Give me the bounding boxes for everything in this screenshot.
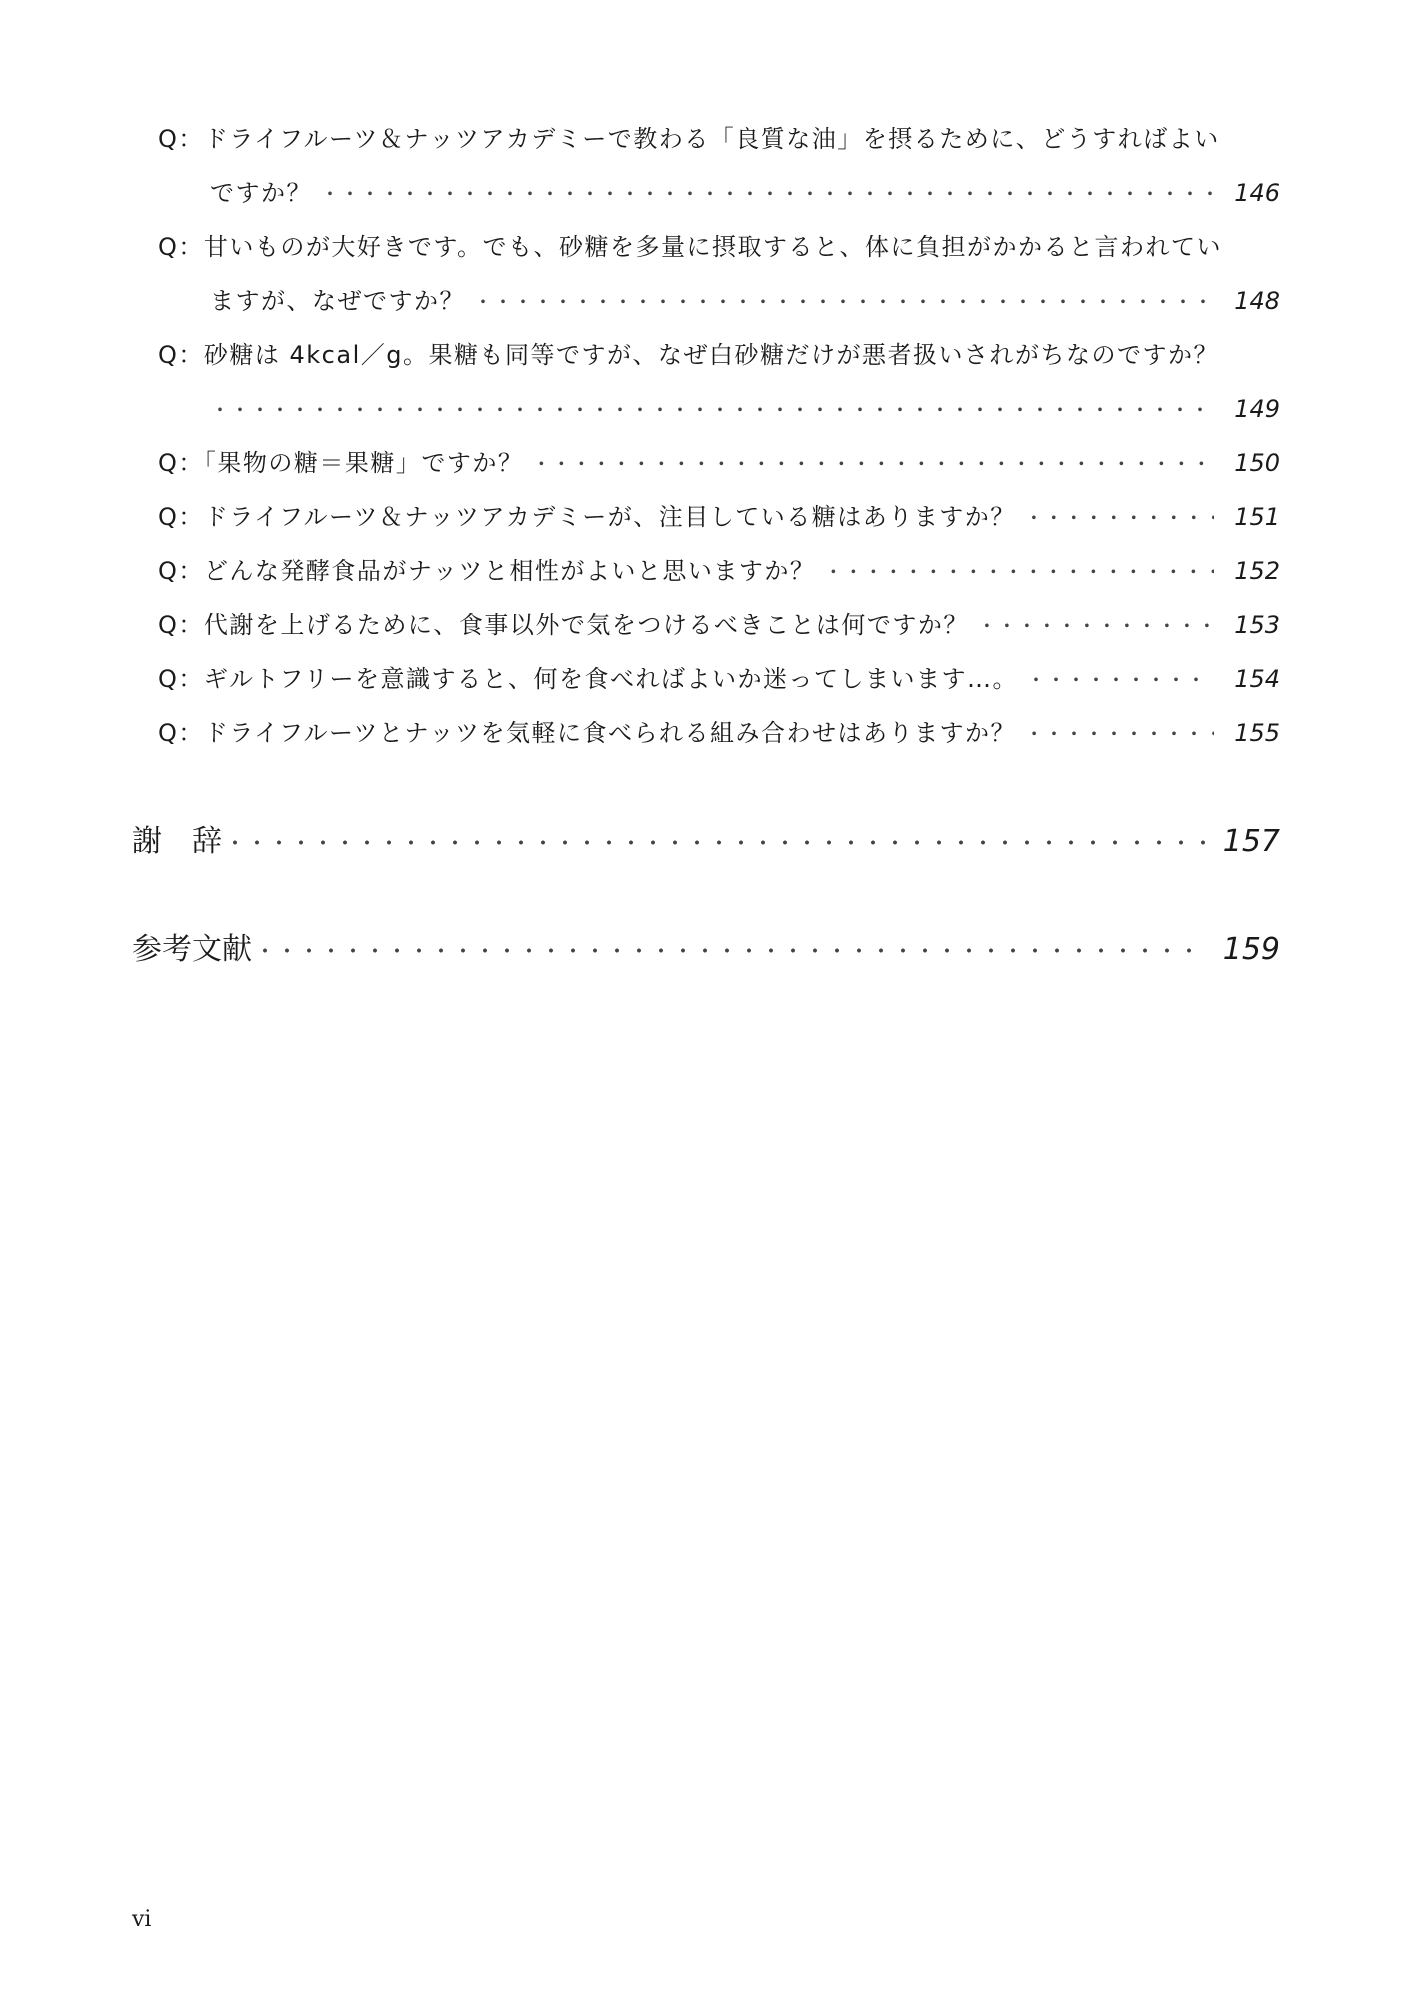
toc-entry	[158, 652, 1280, 706]
toc-entry-continuation	[158, 382, 1280, 436]
toc-entry	[158, 544, 1280, 598]
page-folio: vi	[132, 1907, 152, 1932]
toc-entry-continuation	[158, 166, 1280, 220]
toc-entry-text: Q：ギルトフリーを意識すると、何を食べればよいか迷ってしまいます…。	[158, 665, 1018, 693]
page-number: 154	[1234, 665, 1280, 693]
toc-entry-text: Q：ドライフルーツとナッツを気軽に食べられる組み合わせはありますか？	[158, 719, 1017, 747]
page-number: 146	[1234, 179, 1280, 207]
toc-entry-text: Q：ドライフルーツ＆ナッツアカデミーが、注目している糖はありますか？	[158, 503, 1016, 531]
toc-entry	[158, 220, 1280, 328]
toc-entry	[158, 598, 1280, 652]
page-number: 159	[1222, 932, 1280, 967]
dot-leader	[224, 815, 1206, 875]
toc-entry-text: Q：「果物の糖＝果糖」ですか？	[158, 449, 524, 477]
toc-section-acknowledgements	[132, 812, 1280, 872]
table-of-contents	[0, 112, 1411, 980]
toc-entry-text: Q：砂糖は 4kcal／g。果糖も同等ですが、なぜ白砂糖だけが悪者扱いされがちなのですか？	[158, 341, 1219, 369]
section-title: 謝 辞	[132, 824, 222, 859]
toc-entry	[158, 112, 1280, 220]
toc-entry-text: ですか？	[210, 179, 312, 207]
page-number: 152	[1234, 557, 1280, 585]
dot-leader	[1024, 491, 1214, 545]
toc-entry-text: Q：ドライフルーツ＆ナッツアカデミーで教わる「良質な油」を摂るために、どうすればよい	[158, 125, 1220, 153]
dot-leader	[473, 275, 1214, 329]
toc-entry-text: Q：甘いものが大好きです。でも、砂糖を多量に摂取すると、体に負担がかかると言われてい	[158, 233, 1222, 261]
page-number: 150	[1234, 449, 1280, 477]
toc-entry-text: Q：どんな発酵食品がナッツと相性がよいと思いますか？	[158, 557, 816, 585]
toc-entry	[158, 706, 1280, 760]
toc-entry	[158, 490, 1280, 544]
dot-leader	[1024, 707, 1214, 761]
dot-leader	[531, 437, 1214, 491]
dot-leader	[977, 599, 1214, 653]
section-title: 参考文献	[132, 932, 252, 967]
dot-leader	[1026, 653, 1214, 707]
page-number: 157	[1222, 824, 1280, 859]
toc-qa-entries	[158, 112, 1280, 760]
toc-entry	[158, 328, 1280, 436]
page-number: 148	[1234, 287, 1280, 315]
page-number: 153	[1234, 611, 1280, 639]
toc-section-references	[132, 920, 1280, 980]
toc-entry-text: ますが、なぜですか？	[210, 287, 465, 315]
toc-entry	[158, 436, 1280, 490]
dot-leader	[823, 545, 1214, 599]
dot-leader	[210, 383, 1214, 437]
page-number: 149	[1234, 395, 1280, 423]
page-number: 151	[1234, 503, 1280, 531]
page-number: 155	[1234, 719, 1280, 747]
toc-entry-text: Q：代謝を上げるために、食事以外で気をつけるべきことは何ですか？	[158, 611, 969, 639]
dot-leader	[320, 167, 1214, 221]
dot-leader	[254, 923, 1206, 983]
toc-entry-continuation	[158, 274, 1280, 328]
